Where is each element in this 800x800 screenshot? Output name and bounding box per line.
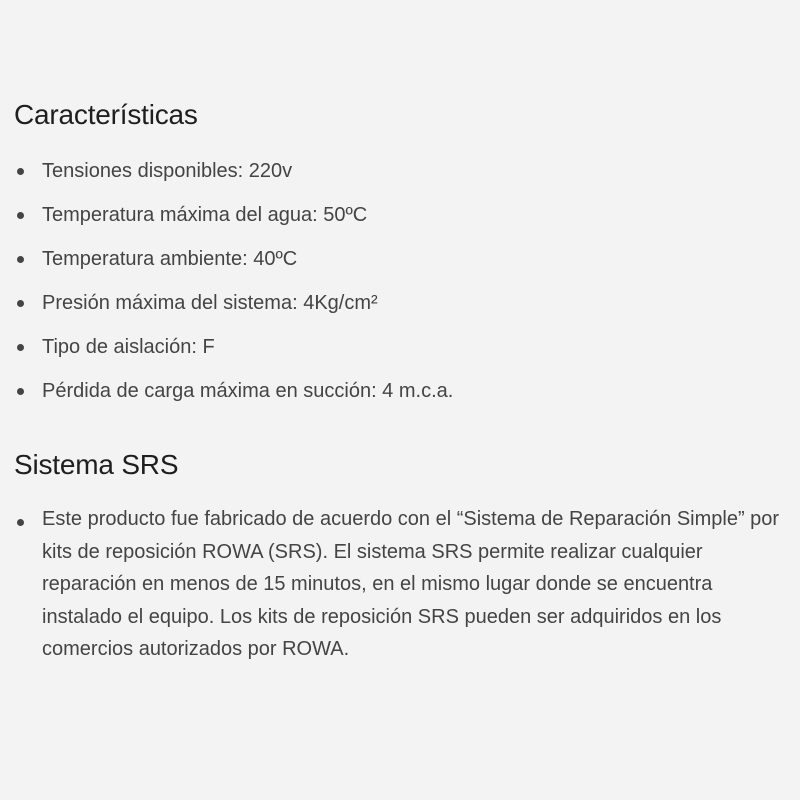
list-item: [14, 369, 784, 413]
list-item: [14, 325, 784, 369]
bullet-icon: [17, 388, 24, 395]
bullet-icon: [17, 168, 24, 175]
list-item: [14, 281, 784, 325]
list-item-text: Presión máxima del sistema: 4Kg/cm²: [42, 292, 378, 314]
list-item: [14, 503, 784, 666]
srs-heading: Sistema SRS: [14, 449, 179, 480]
list-item-text: Tensiones disponibles: 220v: [42, 160, 293, 182]
bullet-icon: [17, 300, 24, 307]
list-item-text: Temperatura máxima del agua: 50ºC: [42, 204, 368, 226]
bullet-icon: [17, 519, 24, 526]
list-item-text: Temperatura ambiente: 40ºC: [42, 248, 298, 270]
list-item: [14, 193, 784, 237]
list-item: [14, 237, 784, 281]
srs-section: [14, 446, 784, 666]
bullet-icon: [17, 344, 24, 351]
bullet-icon: [17, 256, 24, 263]
list-item-text: Pérdida de carga máxima en succión: 4 m.c.a.: [42, 380, 454, 402]
features-section: [14, 96, 784, 413]
bullet-icon: [17, 212, 24, 219]
features-list: [14, 149, 784, 413]
features-heading: Características: [14, 99, 198, 130]
srs-list: [14, 503, 784, 666]
list-item-text: Tipo de aislación: F: [42, 336, 215, 358]
srs-paragraph: Este producto fue fabricado de acuerdo con el “Sistema de Reparación Simple” por kits de reposición ROWA (SRS). El sistema SRS permite realizar cualquier reparación en menos de 15 minutos, en el mismo lugar donde se encuentra instalado el equipo. Los kits de reposición SRS pueden ser adquiridos en los comercios autorizados por ROWA.: [42, 508, 780, 660]
list-item: [14, 149, 784, 193]
